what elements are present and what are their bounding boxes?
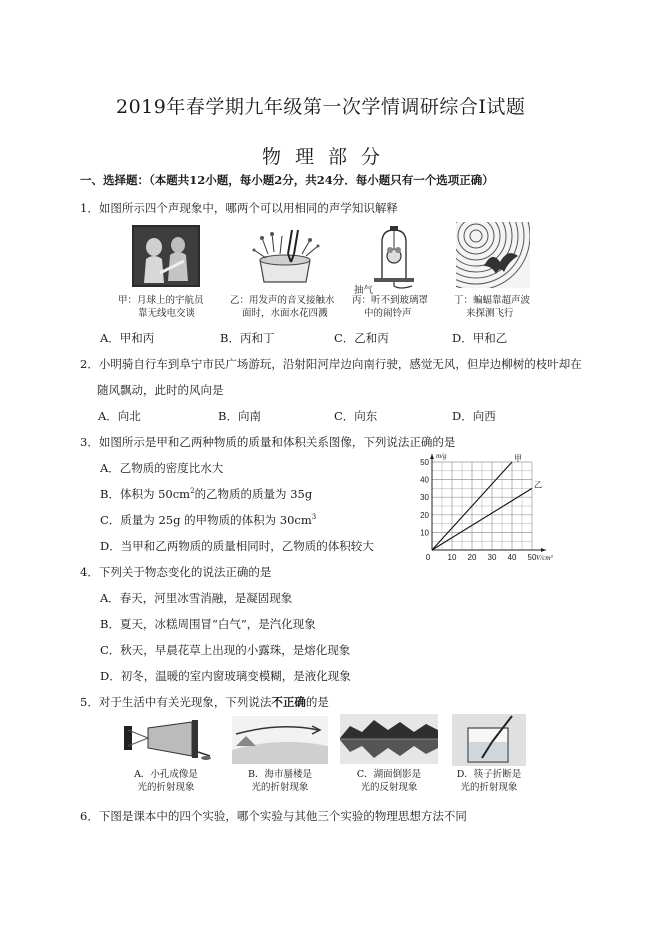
- q1-caption-4: [454, 294, 554, 320]
- caption-line: 光的反射现象: [360, 782, 418, 793]
- y-tick-label: 20: [420, 510, 429, 520]
- q5-caption-a: [118, 768, 214, 794]
- tuning-fork-water-image: [248, 224, 322, 286]
- x-tick-label: 50: [527, 553, 537, 562]
- q2-option-a: A．向北: [98, 409, 141, 423]
- y-tick-label: 40: [420, 475, 429, 485]
- x-tick-label: 10: [447, 553, 457, 562]
- caption-line: B．海市蜃楼是: [248, 769, 312, 780]
- question-6-stem: 6．下图是课本中的四个实验，哪个实验与其他三个实验的物理思想方法不同: [80, 809, 467, 823]
- q4-option-d: D．初冬，温暖的室内窗玻璃变模糊，是液化现象: [100, 669, 351, 683]
- series-label-1: 甲: [514, 454, 522, 463]
- pinhole-image: [118, 716, 214, 764]
- caption-line: 靠无线电交谈: [138, 308, 196, 319]
- page-title: 2019年春学期九年级第一次学情调研综合Ⅰ试题: [116, 96, 526, 118]
- q1-option-b: B．丙和丁: [220, 331, 275, 345]
- y-tick-label: 30: [420, 493, 429, 503]
- mirage-image: [232, 716, 328, 764]
- caption-line: 甲：月球上的宇航员: [118, 295, 204, 306]
- q2-option-b: B．向南: [218, 409, 261, 423]
- y-tick-label: 10: [420, 528, 429, 538]
- q3-option-c-text: C．质量为 25g 的甲物质的体积为 30cm: [100, 513, 312, 527]
- x-axis-label: V/cm³: [536, 554, 553, 562]
- caption-line: 光的折射现象: [251, 782, 309, 793]
- caption-line: 丁：蝙蝠靠超声波: [454, 295, 531, 306]
- q5-caption-d: [446, 768, 532, 794]
- q2-option-c: C．向东: [334, 409, 378, 423]
- q1-option-a: A．甲和丙: [100, 331, 155, 345]
- q4-option-c: C．秋天，早晨花草上出现的小露珠，是熔化现象: [100, 643, 351, 657]
- y-axis-arrow: [430, 454, 434, 459]
- q3-option-b-sup: 2: [190, 487, 195, 496]
- q1-caption-3: [352, 294, 452, 320]
- page-subtitle: 物理部分: [262, 146, 395, 168]
- caption-line: 中的闹铃声: [364, 308, 412, 319]
- q3-option-c: [100, 512, 316, 528]
- q1-caption-1: [118, 294, 228, 320]
- bat-ultrasound-image: [456, 222, 530, 288]
- q5-caption-c: [340, 768, 438, 794]
- question-4-stem: 4．下列关于物态变化的说法正确的是: [80, 565, 272, 579]
- question-1-stem: 1．如图所示四个声现象中，哪两个可以用相同的声学知识解释: [80, 201, 398, 215]
- series-label-2: 乙: [534, 480, 542, 490]
- q3-option-d: D．当甲和乙两物质的质量相同时，乙物质的体积较大: [100, 539, 374, 553]
- x-axis-arrow: [541, 548, 546, 552]
- chopstick-image: [452, 714, 526, 766]
- q2-option-d: D．向西: [452, 409, 496, 423]
- caption-line: 来探测飞行: [466, 308, 514, 319]
- q3-option-a: A．乙物质的密度比水大: [100, 461, 224, 475]
- q3-option-b-text2: 的乙物质的质量为 35g: [194, 487, 313, 501]
- q3-option-c-sup: 3: [311, 513, 317, 522]
- caption-line: 乙：用发声的音叉接触水: [230, 295, 335, 306]
- caption-line: 面时，水面水花四溅: [242, 308, 328, 319]
- section-heading: 一、选择题：（本题共12小题，每小题2分，共24分．每小题只有一个选项正确）: [80, 173, 494, 187]
- q4-option-a: A．春天，河里冰雪消融，是凝固现象: [100, 591, 293, 605]
- q1-caption-2: [230, 294, 350, 320]
- question-2-stem-cont: 随风飘动，此时的风向是: [97, 383, 224, 397]
- q5-stem-text2: 的是: [305, 695, 329, 709]
- q5-stem-emphasis: 不正确: [271, 695, 306, 709]
- bell-jar-image: [368, 224, 420, 290]
- question-2-stem: 2．小明骑自行车到阜宁市民广场游玩，沿射阳河岸边向南行驶，感觉无风，但岸边柳树的枝叶却在: [80, 357, 582, 371]
- caption-line: A．小孔成像是: [134, 769, 198, 780]
- caption-line: D．筷子折断是: [456, 769, 522, 780]
- caption-line: 光的折射现象: [460, 782, 518, 793]
- caption-line: C．湖面倒影是: [356, 769, 422, 780]
- x-tick-label: 40: [507, 553, 517, 562]
- q3-option-b-text: B．体积为 50cm: [100, 487, 191, 501]
- q3-option-b: [100, 486, 312, 502]
- y-tick-label: 50: [420, 458, 429, 467]
- astronaut-image: [132, 225, 200, 287]
- x-tick-label: 20: [467, 553, 477, 562]
- q1-option-c: C．乙和丙: [334, 331, 389, 345]
- q1-option-d: D．甲和乙: [452, 331, 508, 345]
- x-tick-label: 30: [487, 553, 497, 562]
- x-tick-label: 0: [425, 553, 431, 562]
- question-5-stem: [80, 694, 329, 710]
- lake-reflection-image: [340, 714, 438, 764]
- q5-caption-b: [232, 768, 328, 794]
- y-axis-label: m/g: [436, 452, 447, 460]
- mass-volume-chart: [410, 450, 560, 562]
- caption-line: 光的折射现象: [137, 782, 195, 793]
- question-3-stem: 3．如图所示是甲和乙两种物质的质量和体积关系图像，下列说法正确的是: [80, 435, 456, 449]
- pump-label: 抽气: [354, 285, 374, 296]
- q5-stem-text: 5．对于生活中有关光现象，下列说法: [80, 695, 272, 709]
- caption-line: 丙：听不到玻璃罩: [352, 295, 429, 306]
- q4-option-b: B．夏天，冰糕周围冒“白气”，是汽化现象: [100, 617, 316, 631]
